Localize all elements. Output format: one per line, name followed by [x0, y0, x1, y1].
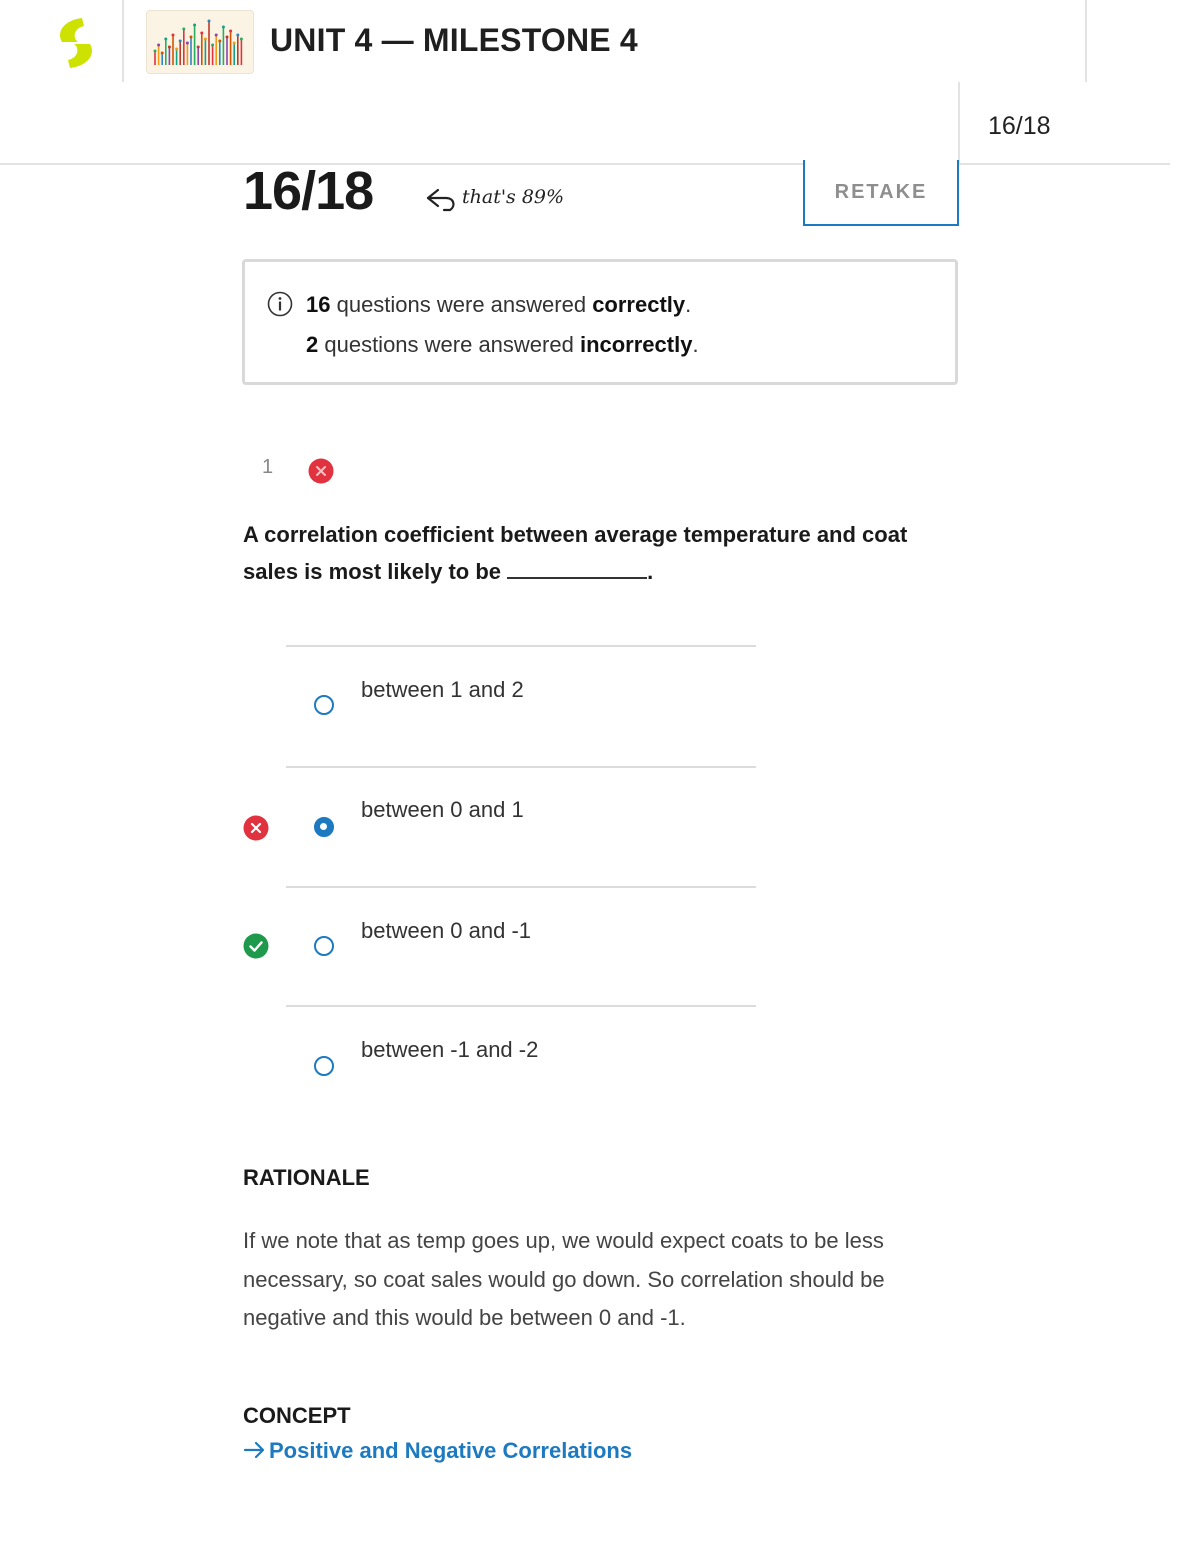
thumbnail-dot	[164, 38, 167, 41]
arrow-right-icon	[243, 1440, 267, 1460]
thumbnail-dot	[197, 46, 200, 49]
rationale-heading: RATIONALE	[243, 1165, 370, 1190]
thumbnail-dot	[240, 38, 243, 41]
summary-correct-line: 16 questions were answered correctly.	[306, 292, 692, 317]
thumbnail-dot	[208, 20, 211, 23]
score-cell-divider	[958, 82, 960, 165]
rationale-text: If we note that as temp goes up, we would expect coats to be less necessary, so coat sales would go down. So correlation should be negative and this would be between 0 and -1.	[243, 1228, 885, 1330]
thumbnail-dot	[233, 42, 236, 45]
course-thumbnail	[146, 10, 254, 74]
option-label-4[interactable]: between -1 and -2	[361, 1037, 539, 1062]
percent-note-text: that's 89%	[462, 186, 565, 208]
info-icon	[267, 291, 293, 317]
thumbnail-dot	[229, 30, 232, 33]
option-radio-1[interactable]	[314, 695, 334, 715]
sophia-logo-icon[interactable]	[52, 16, 100, 70]
percent-note	[424, 184, 574, 216]
thumbnail-dot	[154, 50, 157, 53]
thumbnail-dot	[226, 36, 229, 39]
concept-link[interactable]	[243, 1438, 632, 1464]
option-divider	[286, 1005, 756, 1007]
thumbnail-dot	[172, 34, 175, 37]
answer-blank	[507, 557, 647, 579]
results-summary	[242, 259, 958, 385]
option-divider	[286, 645, 756, 647]
header-score: 16/18	[988, 112, 1051, 140]
thumbnail-dot	[168, 46, 171, 49]
thumbnail-dot	[215, 34, 218, 37]
top-header	[0, 0, 1200, 165]
retake-button[interactable]: RETAKE	[803, 160, 959, 226]
question-number: 1	[262, 456, 274, 478]
option-label-3[interactable]: between 0 and -1	[361, 918, 532, 943]
thumbnail-dot	[161, 52, 164, 55]
question-text: A correlation coefficient between average temperature and coat sales is most likely to be .	[243, 522, 908, 584]
thumbnail-dot	[157, 44, 160, 47]
header-divider	[122, 0, 124, 82]
thumbnail-dot	[222, 26, 225, 29]
thumbnail-dot	[186, 42, 189, 45]
thumbnail-dot	[236, 34, 239, 37]
quiz-score: 16/18	[243, 161, 374, 221]
header-bottom-rule	[0, 163, 1170, 165]
option-divider	[286, 766, 756, 768]
thumbnail-dot	[193, 24, 196, 27]
option-divider	[286, 886, 756, 888]
thumbnail-dot	[182, 28, 185, 31]
option-radio-4[interactable]	[314, 1056, 334, 1076]
concept-heading: CONCEPT	[243, 1403, 351, 1428]
thumbnail-dot	[204, 38, 207, 41]
thumbnail-dot	[200, 32, 203, 35]
thumbnail-dot	[190, 36, 193, 39]
concept-link-label[interactable]: Positive and Negative Correlations	[269, 1438, 633, 1463]
option-radio-3[interactable]	[314, 936, 334, 956]
thumbnail-dot	[175, 48, 178, 51]
option-label-1[interactable]: between 1 and 2	[361, 677, 524, 702]
option-radio-2[interactable]	[314, 817, 334, 837]
summary-incorrect-line: 2 questions were answered incorrectly.	[306, 332, 699, 357]
header-divider-right	[1085, 0, 1087, 82]
x-circle-icon	[243, 815, 269, 841]
course-title: UNIT 4 — MILESTONE 4	[270, 22, 638, 58]
check-circle-icon	[243, 933, 269, 959]
option-label-2[interactable]: between 0 and 1	[361, 797, 524, 822]
thumbnail-dot	[211, 44, 214, 47]
thumbnail-dot	[179, 40, 182, 43]
bar-chart-thumbnail-icon	[147, 11, 253, 73]
thumbnail-dot	[218, 40, 221, 43]
curved-back-arrow-icon	[424, 184, 458, 214]
x-circle-icon	[308, 458, 334, 484]
